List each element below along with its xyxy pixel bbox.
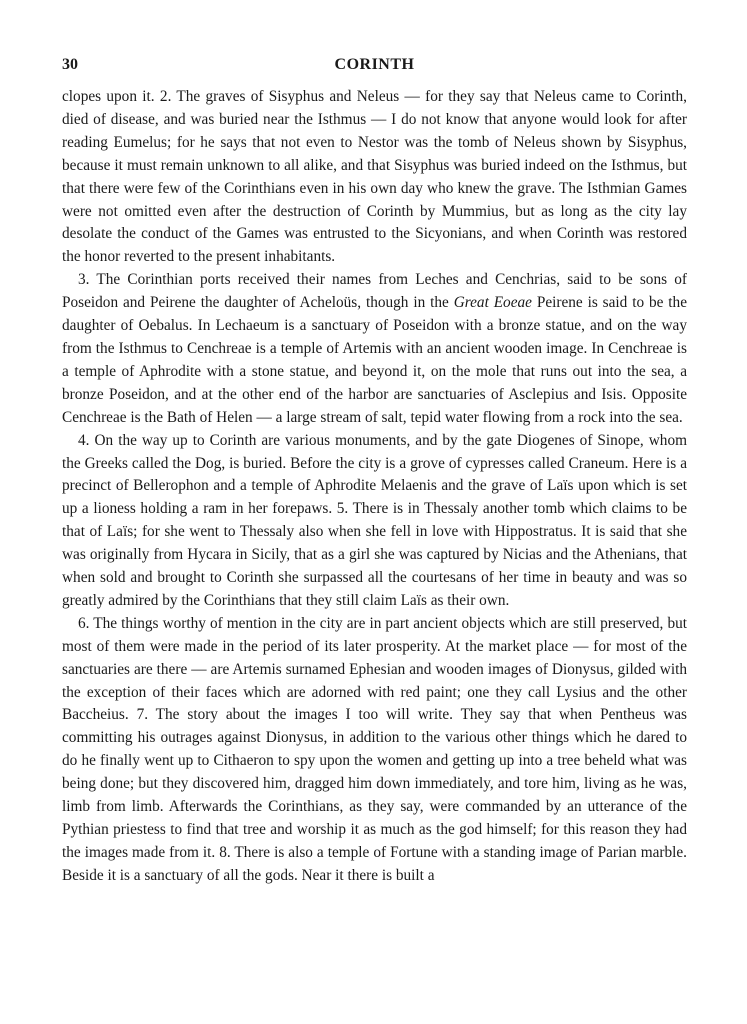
document-page xyxy=(62,56,687,888)
paragraph-2-part-2: Peirene is said to be the daughter of Oebalus. In Lechaeum is a sanctuary of Poseidon with a bronze statue, and on the way from the Isthmus to Cenchreae is a temple of Artemis with an ancient wooden image. In Cenchreae is a temple of Aphrodite with a stone statue, and beyond it, on the mole that runs out into the sea, a bronze Poseidon, and at the other end of the harbor are sanctuaries of Asclepius and Isis. Opposite Cenchreae is the Bath of Helen — a large stream of salt, tepid water flowing from a rock into the sea. xyxy=(62,294,687,426)
page-header xyxy=(62,56,687,80)
paragraph-2 xyxy=(62,269,687,429)
paragraph-1: clopes upon it. 2. The graves of Sisyphus and Neleus — for they say that Neleus came to Corinth, died of disease, and was buried near the Isthmus — I do not know that anyone would look for after reading Eumelus; for he says that not even to Nestor was the tomb of Neleus shown by Sisyphus, because it must remain unknown to all alike, and that Sisyphus was buried indeed on the Isthmus, but that there were few of the Corinthians even in his own day who knew the grave. The Isthmian Games were not omitted even after the destruction of Corinth by Mummius, but as long as the city lay desolate the conduct of the Games was entrusted to the Sicyonians, and when Corinth was restored the honor reverted to the present inhabitants. xyxy=(62,88,687,266)
page-number: 30 xyxy=(62,56,78,73)
work-title: Great Eoeae xyxy=(453,294,532,312)
paragraph-2-part-1: 3. The Corinthian ports received their names from Leches and Cenchrias, said to be sons of Poseidon and Peirene the daughter of Acheloüs, though in the xyxy=(62,271,687,312)
paragraph-3: 4. On the way up to Corinth are various monuments, and by the gate Diogenes of Sinope, whom the Greeks called the Dog, is buried. Before the city is a grove of cypresses called Craneum. Here is a precinct of Bellerophon and a temple of Aphrodite Melaenis and the grave of Laïs upon which is set up a lioness holding a ram in her forepaws. 5. There is in Thessaly another tomb which claims to be that of Laïs; for she went to Thessaly also when she fell in love with Hippostratus. It is said that she was originally from Hycara in Sicily, that as a girl she was captured by Nicias and the Athenians, that when sold and brought to Corinth she surpassed all the courtesans of her time in beauty and was so greatly admired by the Corinthians that they still claim Laïs as their own. xyxy=(62,431,687,609)
running-title: CORINTH xyxy=(334,56,415,73)
paragraph-4: 6. The things worthy of mention in the city are in part ancient objects which are still preserved, but most of them were made in the period of its later prosperity. At the market place — for most of the sanctuaries are there — are Artemis surnamed Ephesian and wooden images of Dionysus, gilded with the exception of their faces which are adorned with red paint; one they call Lysius and the other Baccheius. 7. The story about the images I too will write. They say that when Pentheus was committing his outrages against Dionysus, in addition to the various other things which he dared to do he finally went up to Cithaeron to spy upon the women and getting up into a tree beheld what was being done; but they discovered him, dragged him down immediately, and tore him, living as he was, limb from limb. Afterwards the Corinthians, as they say, were commanded by an utterance of the Pythian priestess to find that tree and worship it as much as the god himself; for this reason they had the images made from it. 8. There is also a temple of Fortune with a standing image of Parian marble. Beside it is a sanctuary of all the gods. Near it there is built a xyxy=(62,614,687,884)
body-text xyxy=(62,86,687,888)
